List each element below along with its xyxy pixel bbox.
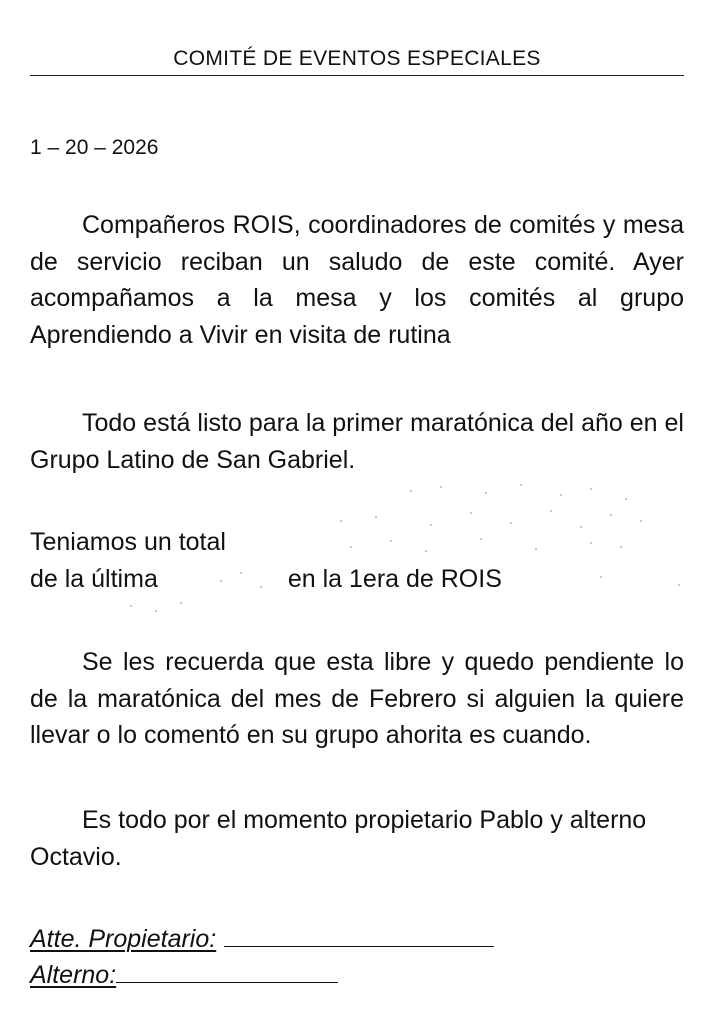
totals-line-2-text-b: en la 1era de ROIS: [287, 564, 502, 593]
totals-line-2-text-a: de la última: [30, 564, 158, 593]
signature-owner-line: [30, 922, 494, 955]
signature-alternate-blank: [116, 958, 338, 983]
signature-owner-label: Atte. Propietario:: [30, 925, 217, 953]
signature-owner-blank: [224, 922, 494, 947]
totals-line-2: [30, 561, 684, 598]
paragraph-totals: [30, 524, 684, 597]
totals-line-1-text: Teniamos un total: [30, 528, 226, 556]
paragraph-greeting: Compañeros ROIS, coordinadores de comités y mesa de servicio reciban un saludo de este comité. Ayer acompañamos a la mesa y los comités al grupo Aprendiendo a Vivir en visita de rutina: [30, 211, 684, 349]
paragraph-marathon-ready: Todo está listo para la primer maratónica del año en el Grupo Latino de San Gabriel.: [30, 409, 684, 474]
letterhead-title: COMITÉ DE EVENTOS ESPECIALES: [173, 47, 541, 70]
signature-alternate-line: [30, 958, 338, 991]
totals-line-1: [30, 524, 684, 561]
signature-alternate-label: Alterno:: [30, 961, 117, 989]
paragraph-closing: Es todo por el momento propietario Pablo y alterno Octavio.: [30, 806, 647, 871]
letterhead-rule: [30, 75, 684, 76]
letter-date: 1 – 20 – 2026: [30, 136, 159, 159]
paragraph-reminder: Se les recuerda que esta libre y quedo pendiente lo de la maratónica del mes de Febrero si alguien la quiere llevar o lo comentó en su grupo ahorita es cuando.: [30, 648, 684, 749]
